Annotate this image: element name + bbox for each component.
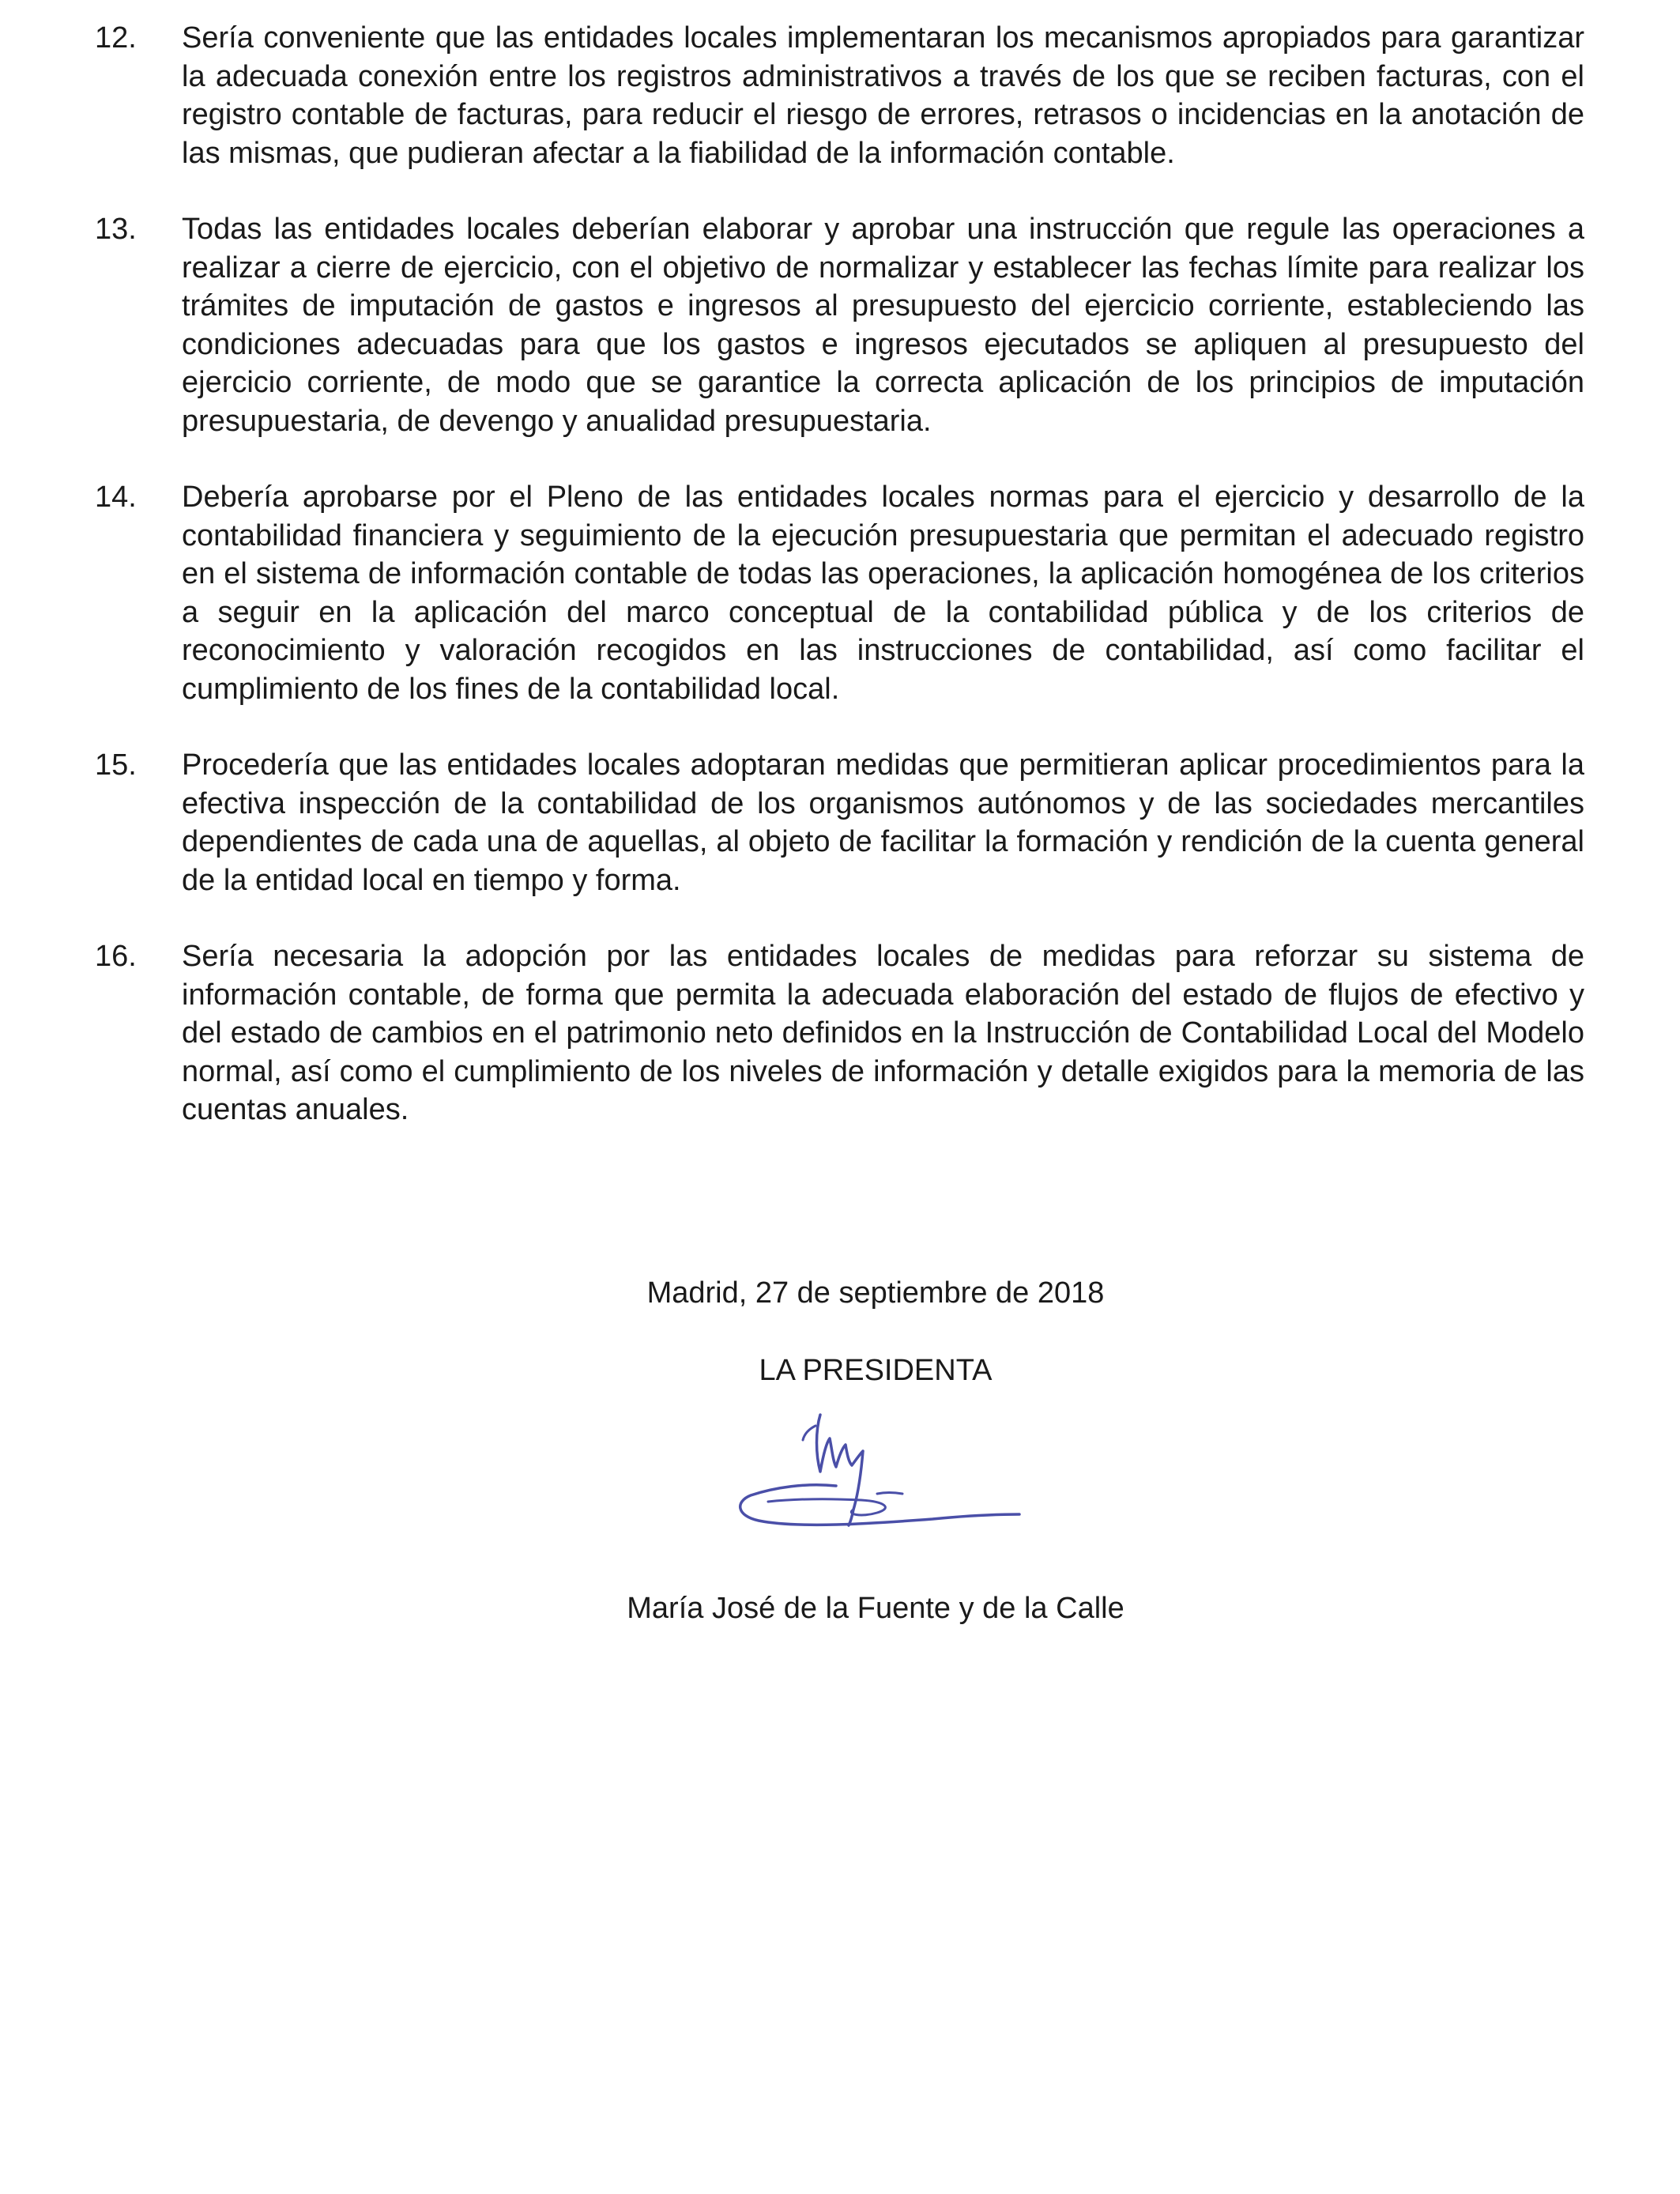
signer-name: María José de la Fuente y de la Calle bbox=[627, 1592, 1124, 1625]
item-text: Debería aprobarse por el Pleno de las entidades locales normas para el ejercicio y desarrollo de la contabilidad financiera y seguimiento de la ejecución presupuestaria que permitan el adecuado registro en el sistema de información contable de todas las operaciones, la aplicación homogénea de los criterios a seguir en la aplicación del marco conceptual de la contabilidad pública y de los criterios de reconocimiento y valoración recogidos en las instrucciones de contabilidad, así como facilitar el cumplimiento de los fines de la contabilidad local. bbox=[182, 481, 1584, 706]
signer-role: LA PRESIDENTA bbox=[759, 1354, 993, 1387]
item-text: Todas las entidades locales deberían elaborar y aprobar una instrucción que regule las operaciones a realizar a cierre de ejercicio, con el objetivo de normalizar y establecer las fechas límite para realizar los trámites de imputación de gastos e ingresos al presupuesto del ejercicio corriente, estableciendo las condiciones adecuadas para que los gastos e ingresos ejecutados se apliquen al presupuesto del ejercicio corriente, de modo que se garantice la correcta aplicación de los principios de imputación presupuestaria, de devengo y anualidad presupuestaria. bbox=[182, 213, 1584, 438]
recommendations-list bbox=[95, 19, 1584, 1167]
item-number: 12. bbox=[95, 21, 137, 55]
list-item bbox=[95, 937, 1584, 1129]
list-item bbox=[95, 210, 1584, 440]
list-item bbox=[95, 478, 1584, 708]
item-number: 13. bbox=[95, 213, 137, 246]
item-text: Sería necesaria la adopción por las entidades locales de medidas para reforzar su sistema de información contable, de forma que permita la adecuada elaboración del estado de flujos de efectivo y del estado de cambios en el patrimonio neto definidos en la Instrucción de Contabilidad Local del Modelo normal, así como el cumplimiento de los niveles de información y detalle exigidos para la memoria de las cuentas anuales. bbox=[182, 940, 1584, 1126]
handwritten-signature bbox=[727, 1399, 1043, 1557]
item-number: 15. bbox=[95, 748, 137, 782]
list-item bbox=[95, 19, 1584, 172]
item-text: Sería conveniente que las entidades locales implementaran los mecanismos apropiados para garantizar la adecuada conexión entre los registros administrativos a través de los que se reciben facturas, con el registro contable de facturas, para reducir el riesgo de errores, retrasos o incidencias en la anotación de las mismas, que pudieran afectar a la fiabilidad de la información contable. bbox=[182, 21, 1584, 170]
place-date: Madrid, 27 de septiembre de 2018 bbox=[646, 1276, 1105, 1310]
item-number: 14. bbox=[95, 481, 137, 514]
item-text: Procedería que las entidades locales adoptaran medidas que permitieran aplicar procedimientos para la efectiva inspección de la contabilidad de los organismos autónomos y de las sociedades mercantiles dependientes de cada una de aquellas, al objeto de facilitar la formación y rendición de la cuenta general de la entidad local en tiempo y forma. bbox=[182, 748, 1584, 897]
item-number: 16. bbox=[95, 940, 137, 973]
list-item bbox=[95, 746, 1584, 899]
